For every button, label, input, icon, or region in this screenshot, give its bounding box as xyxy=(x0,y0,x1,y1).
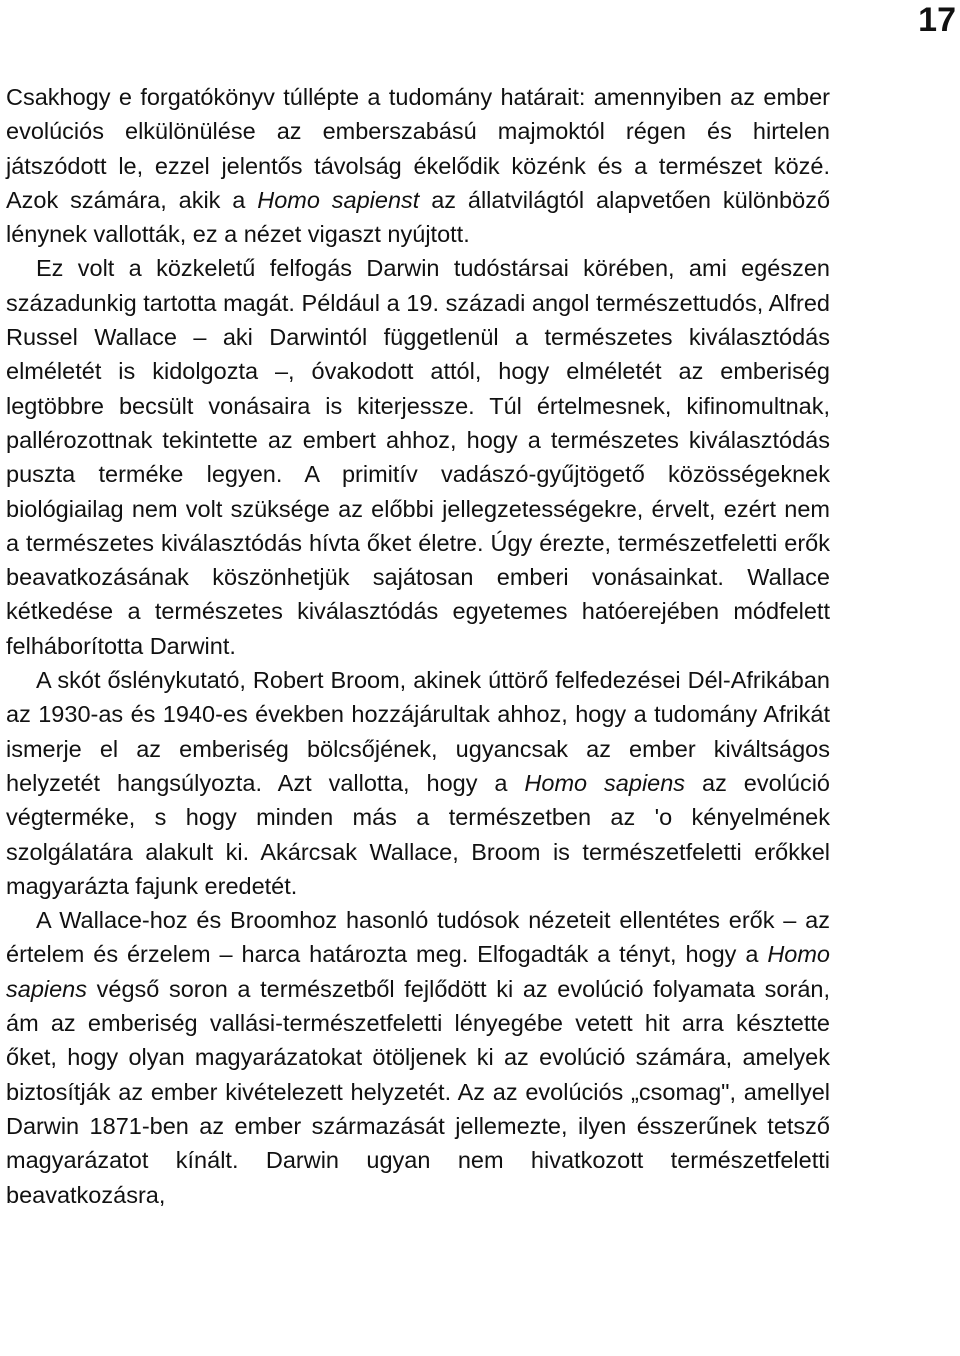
paragraph-1 xyxy=(6,80,830,251)
page-number: 17 xyxy=(918,1,956,39)
paragraph-4 xyxy=(6,903,830,1212)
paragraph-2 xyxy=(6,251,830,663)
text-segment: Ez volt a közkeletű felfogás Darwin tudóstársai körében, ami egészen századunkig tartotta magát. Például a 19. századi angol természettudós, Alfred Russel Wallace – aki Darwintól függetlenül a természetes kiválasztódás elméletét is kidolgozta –, óvakodott attól, hogy elméletét az emberiség legtöbbre becsült vonásaira is kiterjessze. Túl értelmesnek, kifinomultnak, pallérozottnak tekintette az embert ahhoz, hogy a természetes kiválasztódás puszta terméke legyen. A primitív vadászó-gyűjtögető közösségeknek biológiailag nem volt szüksége az előbbi jellegzetességekre, érvelt, ezért nem a természetes kiválasztódás hívta őket életre. Úgy érezte, természetfeletti erők beavatkozásának köszönhetjük sajátosan emberi vonásainkat. Wallace kétkedése a természetes kiválasztódás egyetemes hatóerejében módfelett felháborította Darwint. xyxy=(6,255,830,659)
text-segment: A skót őslénykutató, Robert Broom, akinek úttörő felfedezései Dél-Afrikában az 1930-as és 1940-es években hozzájárultak ahhoz, hogy a tudomány Afrikát ismerje el az emberiség bölcsőjének, ugyancsak az ember kiváltságos helyzetét hangsúlyozta. Azt vallotta, hogy a xyxy=(6,667,830,796)
text-segment: az evolúció végterméke, s hogy minden más a természetben az 'o kényelmének szolgálatára alakult ki. Akárcsak Wallace, Broom is természetfeletti erőkkel magyarázta fajunk eredetét. xyxy=(6,769,830,899)
body-text xyxy=(6,80,830,1212)
paragraph-3 xyxy=(6,663,830,903)
text-segment: végső soron a természetből fejlődött ki az evolúció folyamata során, ám az emberiség vallási-természetfeletti lényegébe vetett hit arra késztette őket, hogy olyan magyarázatokat ötöljenek ki az evolúció számára, amelyek biztosítják az ember kivételezett helyzetét. Az az evolúciós „csomag", amellyel Darwin 1871-ben az ember származását jellemezte, ilyen ésszerűnek tetsző magyarázatot kínált. Darwin ugyan nem hivatkozott természetfeletti beavatkozásra, xyxy=(6,975,830,1208)
italic-term: Homo sapiens xyxy=(6,941,830,1002)
italic-term: Homo sapiens xyxy=(524,769,686,796)
text-segment: A Wallace-hoz és Broomhoz hasonló tudósok nézeteit ellentétes erők – az értelem és érzelem – harca határozta meg. Elfogadták a tényt, hogy a xyxy=(6,907,830,968)
text-segment: Csakhogy e forgatókönyv túllépte a tudomány határait: amennyiben az ember evolúciós elkülönülése az emberszabású majmoktól régen és hirtelen játszódott le, ezzel jelentős távolság ékelődik közénk és a természet közé. Azok számára, akik a xyxy=(6,84,830,213)
text-segment: az állatvilágtól alapvetően különböző lénynek vallották, ez a nézet vigaszt nyújtott. xyxy=(6,186,831,248)
italic-term: Homo sapienst xyxy=(257,186,420,213)
